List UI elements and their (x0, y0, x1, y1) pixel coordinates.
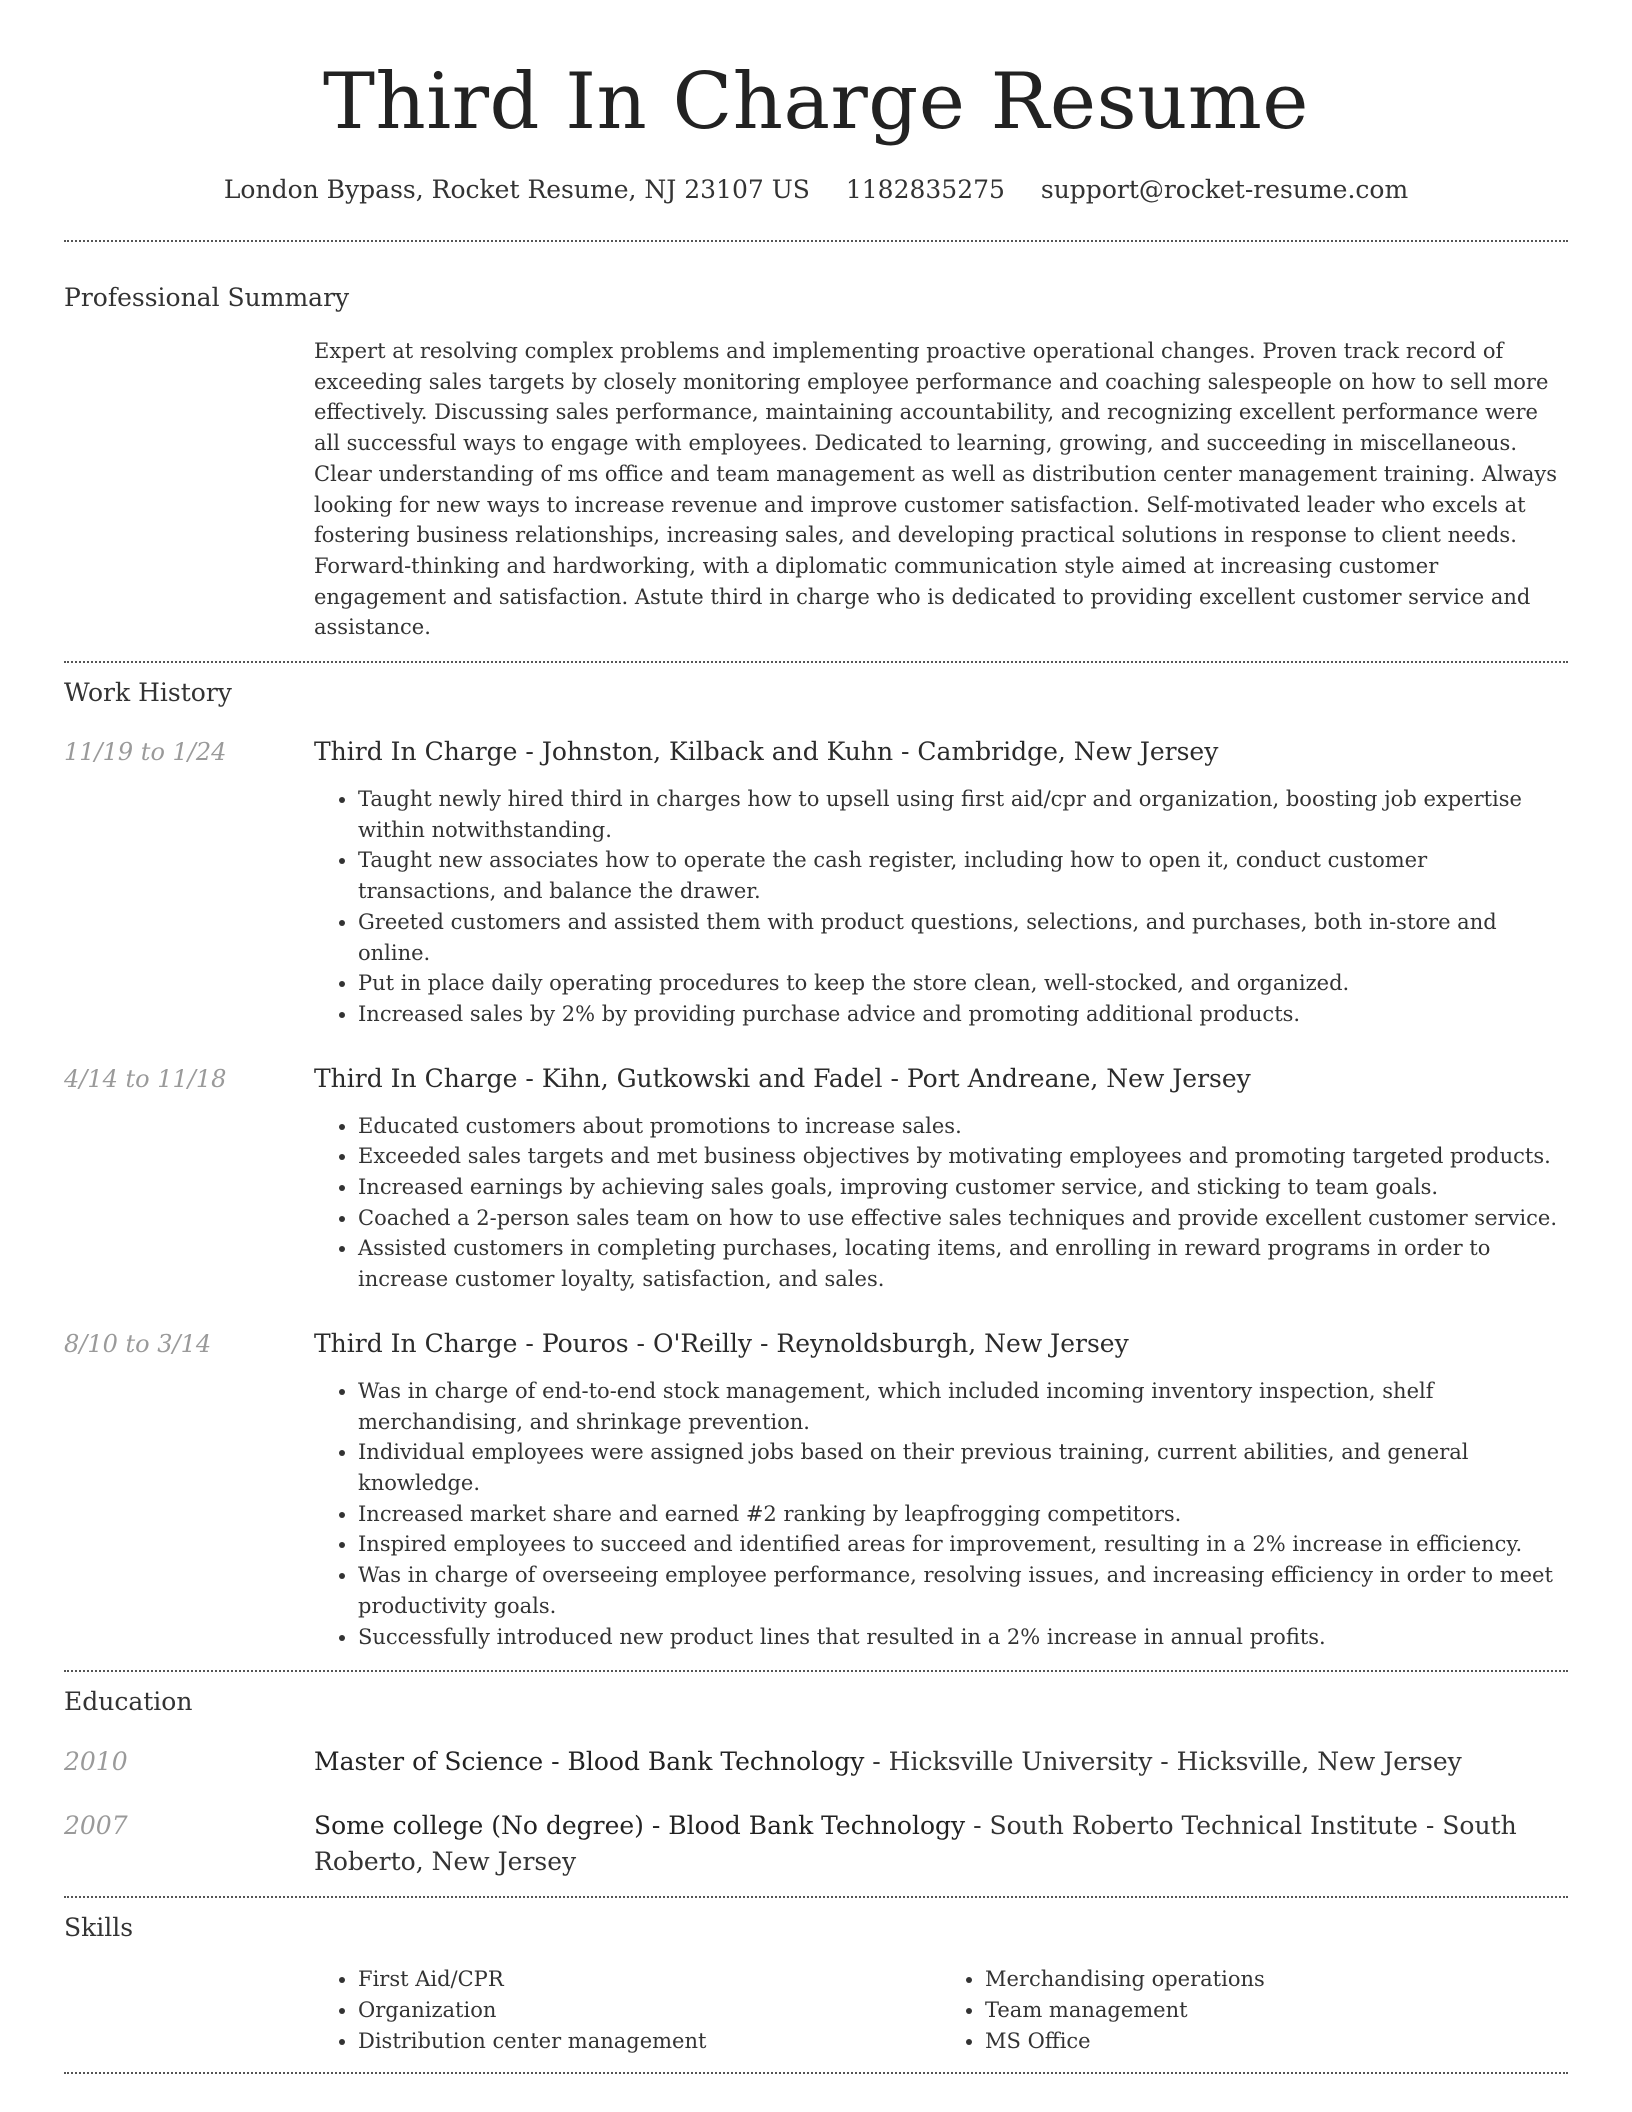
education-year: 2010 (64, 1747, 128, 1777)
divider (64, 661, 1568, 663)
job-bullet: • Was in charge of end-to-end stock management, which included incoming inventory inspection, shelf merchandising, and shrinkage prevention. (358, 1376, 1568, 1437)
education-entry (64, 1744, 1568, 1780)
job-bullet: • Greeted customers and assisted them with product questions, selections, and purchases, both in-store and online. (358, 907, 1568, 968)
education-degree: Some college (No degree) - Blood Bank Technology (314, 1811, 966, 1841)
job-bullet: • Increased market share and earned #2 ranking by leapfrogging competitors. (358, 1499, 1568, 1530)
contact-line (64, 174, 1568, 206)
skills-column (314, 1964, 941, 2056)
section-title-skills: Skills (64, 1913, 134, 1943)
summary-text: Expert at resolving complex problems and implementing proactive operational changes. Proven track record of exceeding sales targets by closely monitoring employee performance and coaching salespeople on how to sell more effectively. Discussing sales performance, maintaining accountability, and recognizing excellent performance were all successful ways to engage with employees. Dedicated to learning, growing, and succeeding in miscellaneous. Clear understanding of ms office and team management as well as distribution center management training. Always looking for new ways to increase revenue and improve customer satisfaction. Self-motivated leader who excels at fostering business relationships, increasing sales, and developing practical solutions in response to client needs. Forward-thinking and hardworking, with a diplomatic communication style aimed at increasing customer engagement and satisfaction. Astute third in charge who is dedicated to providing excellent customer service and assistance. (314, 339, 1557, 640)
phone: 1182835275 (845, 175, 1005, 204)
job-bullet: • Was in charge of overseeing employee performance, resolving issues, and increasing efficiency in order to meet productivity goals. (358, 1560, 1568, 1621)
job-bullet: • Put in place daily operating procedures to keep the store clean, well-stocked, and organized. (358, 968, 1568, 999)
education-school: - South Roberto Technical Institute - South Roberto, New Jersey (314, 1811, 1517, 1877)
skills-list (314, 1964, 1568, 2056)
job-heading: Third In Charge - Johnston, Kilback and Kuhn - Cambridge, New Jersey (314, 737, 1219, 767)
job-bullets (314, 784, 1568, 1030)
job-bullet: • Educated customers about promotions to increase sales. (358, 1111, 1568, 1142)
job-bullet: • Taught newly hired third in charges how to upsell using first aid/cpr and organization, boosting job expertise within notwithstanding. (358, 784, 1568, 845)
job-heading: Third In Charge - Kihn, Gutkowski and Fadel - Port Andreane, New Jersey (314, 1063, 1251, 1093)
email[interactable]: support@rocket-resume.com (1040, 175, 1409, 204)
job-entry (64, 1328, 1568, 1652)
summary-section (64, 282, 1568, 643)
job-heading: Third In Charge - Pouros - O'Reilly - Reynoldsburgh, New Jersey (314, 1328, 1129, 1358)
education-section (64, 1686, 1568, 1896)
address: London Bypass, Rocket Resume, NJ 23107 US (223, 175, 810, 204)
divider (64, 1670, 1568, 1672)
job-bullets (314, 1111, 1568, 1295)
section-title-summary: Professional Summary (64, 283, 350, 312)
job-bullet: • Increased earnings by achieving sales goals, improving customer service, and sticking to team goals. (358, 1172, 1568, 1203)
education-school: - Hicksville University - Hicksville, New Jersey (864, 1747, 1462, 1777)
job-entry (64, 1063, 1568, 1295)
job-bullet: • Coached a 2-person sales team on how to use effective sales techniques and provide excellent customer service. (358, 1203, 1568, 1234)
skill-item: • First Aid/CPR (358, 1964, 941, 1995)
divider (64, 240, 1568, 242)
job-bullets (314, 1376, 1568, 1652)
skills-column (941, 1964, 1568, 2056)
skill-item: • Merchandising operations (985, 1964, 1568, 1995)
section-title-work: Work History (64, 678, 232, 708)
education-entry (64, 1808, 1568, 1880)
resume-title: Third In Charge Resume (323, 57, 1309, 147)
job-bullet: • Exceeded sales targets and met business objectives by motivating employees and promoting targeted products. (358, 1141, 1568, 1172)
job-bullet: • Taught new associates how to operate the cash register, including how to open it, conduct customer transactions, and balance the drawer. (358, 845, 1568, 906)
divider (64, 1896, 1568, 1898)
divider (64, 2072, 1568, 2074)
job-bullet: • Successfully introduced new product lines that resulted in a 2% increase in annual profits. (358, 1622, 1568, 1653)
job-dates: 8/10 to 3/14 (64, 1329, 212, 1358)
skill-item: • Team management (985, 1995, 1568, 2026)
work-history-section (64, 677, 1568, 1670)
skills-section (64, 1912, 1568, 2072)
resume-page (64, 0, 1568, 2074)
education-details (314, 1744, 1568, 1780)
education-year: 2007 (64, 1811, 128, 1841)
job-dates: 11/19 to 1/24 (64, 738, 227, 767)
job-dates: 4/14 to 11/18 (64, 1064, 227, 1093)
section-title-education: Education (64, 1687, 193, 1717)
skill-item: • MS Office (985, 2026, 1568, 2057)
skill-item: • Distribution center management (358, 2026, 941, 2057)
education-details (314, 1808, 1568, 1880)
education-degree: Master of Science - Blood Bank Technology (314, 1747, 865, 1777)
job-bullet: • Increased sales by 2% by providing purchase advice and promoting additional products. (358, 999, 1568, 1030)
job-entry (64, 736, 1568, 1030)
job-bullet: • Inspired employees to succeed and identified areas for improvement, resulting in a 2% increase in efficiency. (358, 1529, 1568, 1560)
skill-item: • Organization (358, 1995, 941, 2026)
job-bullet: • Individual employees were assigned jobs based on their previous training, current abilities, and general knowledge. (358, 1437, 1568, 1498)
job-bullet: • Assisted customers in completing purchases, locating items, and enrolling in reward programs in order to increase customer loyalty, satisfaction, and sales. (358, 1233, 1568, 1294)
